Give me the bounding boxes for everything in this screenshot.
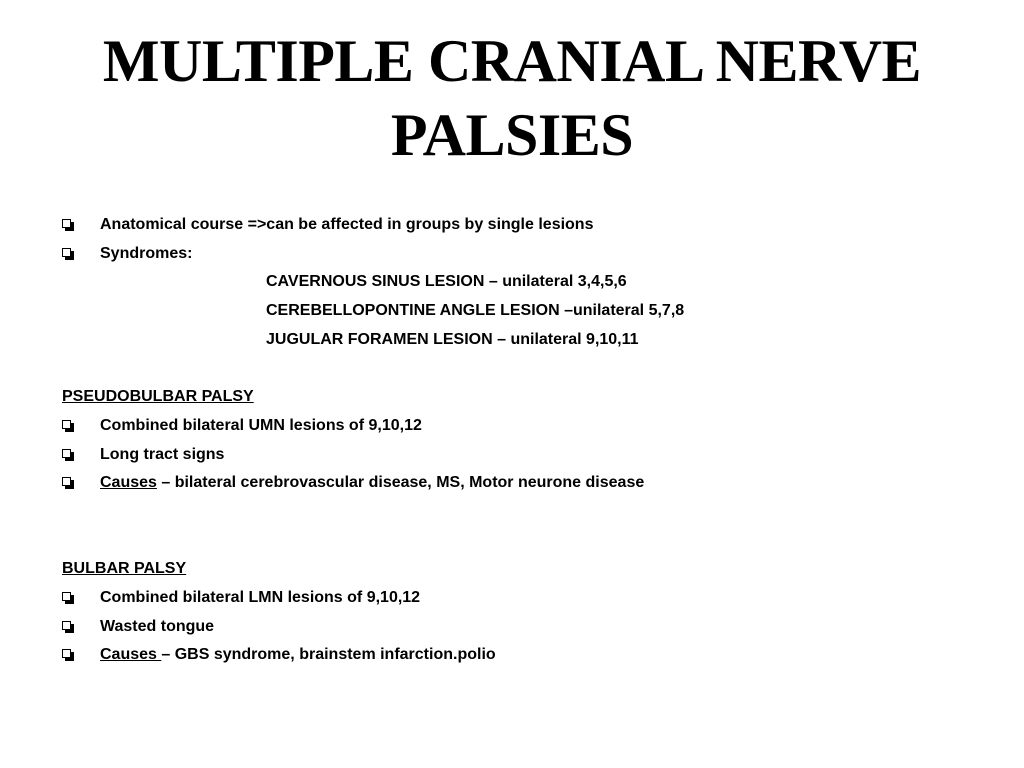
bullet-anatomical-course <box>62 211 982 240</box>
checkbox-bullet-icon <box>62 649 71 658</box>
bullet-bulbar-causes <box>62 641 982 670</box>
bullet-text: Long tract signs <box>100 445 225 463</box>
bullet-pseudobulbar-umn <box>62 412 982 441</box>
bullet-text: Wasted tongue <box>100 617 215 635</box>
bullet-text <box>100 641 496 670</box>
syndrome-item <box>62 297 982 326</box>
bullet-text: Syndromes: <box>100 244 193 262</box>
syndrome-text: JUGULAR FORAMEN LESION – unilateral 9,10,11 <box>266 330 639 348</box>
bullet-pseudobulbar-long-tract <box>62 441 982 470</box>
causes-text: – bilateral cerebrovascular disease, MS, Motor neurone disease <box>156 474 645 492</box>
checkbox-bullet-icon <box>62 420 71 429</box>
bullet-text: Combined bilateral LMN lesions of 9,10,12 <box>100 588 421 606</box>
syndrome-text: CEREBELLOPONTINE ANGLE LESION –unilateral 5,7,8 <box>266 302 685 320</box>
slide-title-line-2: PALSIES <box>390 102 634 168</box>
checkbox-bullet-icon <box>62 248 71 257</box>
causes-label: Causes <box>100 474 157 492</box>
checkbox-bullet-icon <box>62 219 71 228</box>
slide-title-line-1: MULTIPLE CRANIAL NERVE <box>102 28 922 94</box>
bulbar-heading <box>62 555 982 584</box>
bullet-bulbar-lmn <box>62 584 982 613</box>
checkbox-bullet-icon <box>62 449 71 458</box>
causes-label: Causes <box>100 646 162 664</box>
spacer <box>62 354 982 383</box>
syndrome-item <box>62 268 982 297</box>
bullet-bulbar-tongue <box>62 613 982 642</box>
syndrome-item <box>62 326 982 355</box>
slide-title <box>40 24 984 172</box>
bullet-text: Combined bilateral UMN lesions of 9,10,12 <box>100 416 422 434</box>
bullet-text: Anatomical course =>can be affected in groups by single lesions <box>100 216 594 233</box>
slide-body <box>62 211 982 670</box>
bullet-syndromes <box>62 240 982 269</box>
checkbox-bullet-icon <box>62 621 71 630</box>
checkbox-bullet-icon <box>62 477 71 486</box>
checkbox-bullet-icon <box>62 592 71 601</box>
pseudobulbar-heading <box>62 383 982 412</box>
section-heading: PSEUDOBULBAR PALSY <box>62 388 254 406</box>
syndrome-text: CAVERNOUS SINUS LESION – unilateral 3,4,5,6 <box>266 273 627 291</box>
spacer <box>62 498 982 555</box>
causes-text: – GBS syndrome, brainstem infarction.polio <box>161 646 496 664</box>
bullet-pseudobulbar-causes <box>62 469 982 498</box>
bullet-text <box>100 469 644 498</box>
section-heading: BULBAR PALSY <box>62 560 187 578</box>
